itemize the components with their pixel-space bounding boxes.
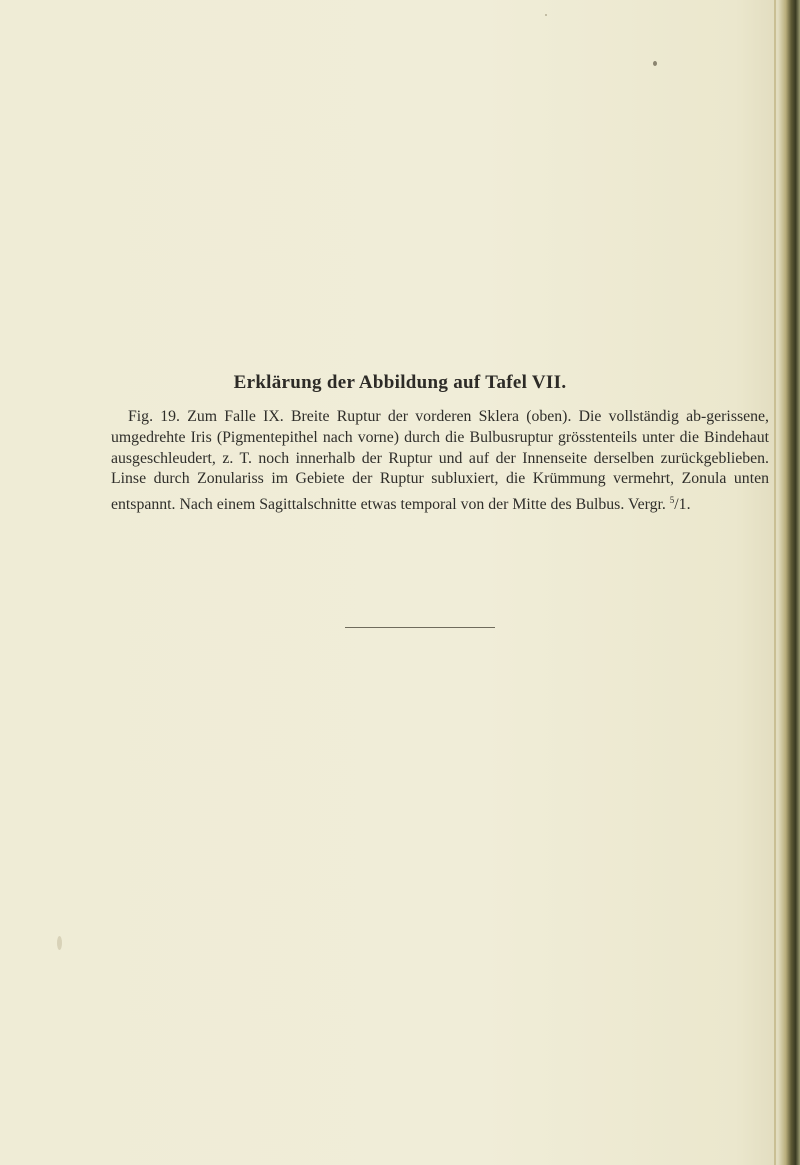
ink-speck bbox=[545, 14, 547, 16]
plate-heading: Erklärung der Abbildung auf Tafel VII. bbox=[233, 372, 567, 393]
caption-end: . bbox=[686, 496, 691, 514]
page-edge-line bbox=[774, 0, 776, 1165]
ink-speck bbox=[57, 936, 62, 950]
horizontal-rule bbox=[345, 627, 495, 628]
magnification-denominator: 1 bbox=[678, 496, 687, 514]
magnification-fraction: $^5$/1 bbox=[669, 495, 687, 514]
figure-caption bbox=[111, 407, 769, 516]
magnification-numerator: 5 bbox=[669, 495, 675, 506]
binding-edge-shadow bbox=[778, 0, 800, 1165]
ink-speck bbox=[653, 61, 657, 66]
caption-text: Fig. 19. Zum Falle IX. Breite Ruptur der vorderen Sklera (oben). Die vollständig ab-gerissene, umgedrehte Iris (Pigmentepithel nach vorne) durch die Bulbusruptur grösstenteils unter die Bindehaut ausgeschleudert, z. T. noch innerhalb der Ruptur und auf der Innenseite derselben zurückgeblieben. Linse durch Zonulariss im Gebiete der Ruptur subluxiert, die Krümmung vermehrt, Zonula unten entspannt. Nach einem Sagittalschnitte etwas temporal von der Mitte des Bulbus. Vergr. bbox=[111, 408, 769, 514]
